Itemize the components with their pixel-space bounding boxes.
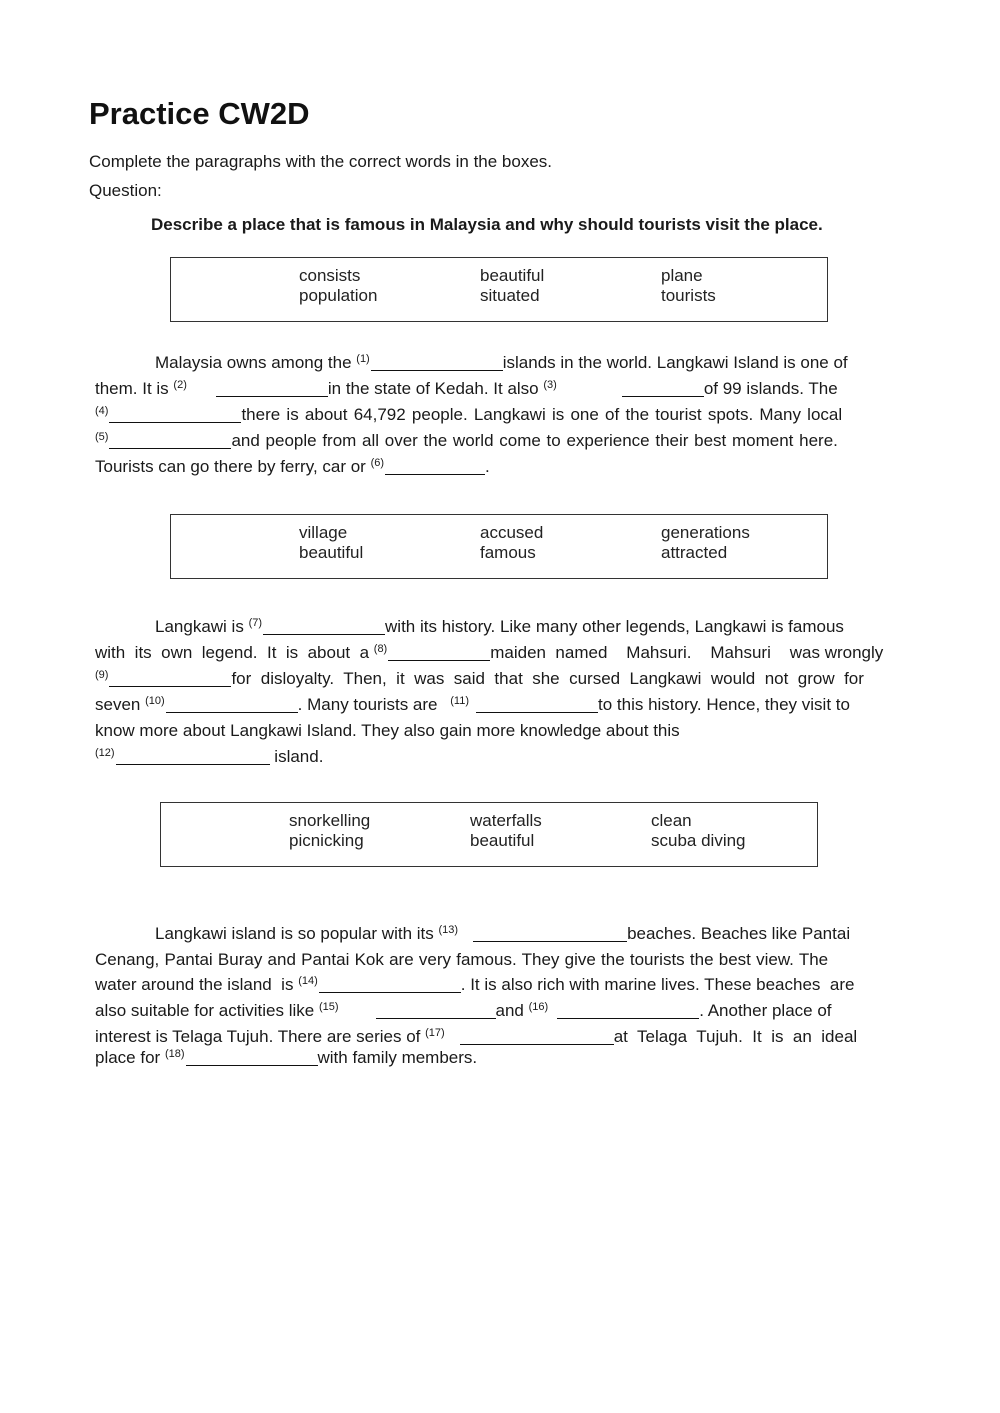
blank-8[interactable] (388, 643, 490, 661)
blank-number: (17) (425, 1027, 445, 1039)
word-option: clean (651, 811, 692, 830)
paragraph-3-line-1: Langkawi island is so popular with its $^{(13)}$ beaches. Beaches like Pantai (155, 924, 851, 943)
word-column (480, 266, 544, 306)
blank-11[interactable] (476, 695, 598, 713)
word-column (661, 266, 716, 306)
word-option: scuba diving (651, 831, 746, 850)
blank-13[interactable] (473, 924, 627, 942)
word-option: famous (480, 543, 536, 562)
paragraph-2-line-5: know more about Langkawi Island. They also gain more knowledge about this (95, 721, 680, 740)
paragraph-2-line-6: $^{(12)}$ island. (95, 747, 324, 766)
word-column (651, 811, 746, 851)
word-option: waterfalls (470, 811, 542, 830)
paragraph-2-line-4: seven $^{(10)}$ . Many tourists are $^{(11)}$ to this history. Hence, they visit to (95, 695, 850, 714)
page-title: Practice CW2D (89, 96, 310, 131)
word-option: plane (661, 266, 703, 285)
paragraph-3-line-2: Cenang, Pantai Buray and Pantai Kok are very famous. They give the tourists the best view. The (95, 950, 829, 969)
blank-number: (7) (248, 617, 263, 629)
paragraph-3-line-3: water around the island is $^{(14)}$ . It is also rich with marine lives. These beaches are (95, 975, 855, 994)
word-option: snorkelling (289, 811, 371, 830)
blank-number: (14) (298, 975, 318, 987)
blank-10[interactable] (166, 695, 298, 713)
word-column (299, 523, 363, 563)
blank-number: (4) (95, 405, 109, 417)
blank-number: (11) (450, 695, 469, 707)
word-column (299, 266, 377, 306)
blank-15[interactable] (376, 1001, 496, 1019)
word-option: population (299, 286, 378, 305)
blank-number: (10) (145, 695, 165, 707)
blank-3[interactable] (622, 379, 704, 397)
paragraph-1-line-4: $^{(5)}$ and people from all over the world come to experience their best moment here. (95, 431, 838, 450)
blank-4[interactable] (109, 405, 241, 423)
paragraph-2-line-1: Langkawi is $^{(7)}$ with its history. Like many other legends, Langkawi is famous (155, 617, 844, 636)
blank-6[interactable] (385, 457, 485, 475)
paragraph-2-line-2: with its own legend. It is about a $^{(8)}$ maiden named Mahsuri. Mahsuri was wrongly (95, 643, 884, 662)
blank-17[interactable] (460, 1027, 614, 1045)
blank-16[interactable] (557, 1001, 699, 1019)
blank-number: (15) (318, 1001, 339, 1013)
word-option: generations (661, 523, 750, 542)
blank-number: (12) (95, 747, 115, 759)
paragraph-3-line-6: place for $^{(18)}$ with family members. (95, 1048, 478, 1067)
blank-number: (16) (528, 1001, 549, 1013)
blank-9[interactable] (109, 669, 231, 687)
blank-number: (13) (438, 924, 459, 936)
blank-number: (8) (373, 643, 388, 655)
word-option: village (299, 523, 348, 542)
blank-number: (6) (370, 457, 385, 469)
word-option: accused (480, 523, 544, 542)
blank-2[interactable] (216, 379, 328, 397)
blank-1[interactable] (371, 353, 503, 371)
word-option: situated (480, 286, 540, 305)
paragraph-1-line-5: Tourists can go there by ferry, car or $^{(6)}$ . (95, 457, 490, 476)
blank-18[interactable] (186, 1048, 318, 1066)
word-column (480, 523, 543, 563)
word-column (289, 811, 370, 851)
word-box-2 (170, 514, 828, 579)
question-text: Describe a place that is famous in Malaysia and why should tourists visit the place. (151, 215, 823, 234)
paragraph-1-line-3: $^{(4)}$ there is about 64,792 people. Langkawi is one of the tourist spots. Many local (95, 405, 843, 424)
paragraph-3-line-5: interest is Telaga Tujuh. There are series of $^{(17)}$ at Telaga Tujuh. It is an ideal (95, 1027, 858, 1046)
word-option: beautiful (470, 831, 535, 850)
blank-number: (1) (356, 353, 370, 365)
blank-number: (2) (173, 379, 187, 391)
word-option: picnicking (289, 831, 364, 850)
blank-number: (9) (95, 669, 109, 681)
blank-number: (5) (95, 431, 109, 443)
word-column (470, 811, 542, 851)
word-option: beautiful (299, 543, 364, 562)
word-option: attracted (661, 543, 728, 562)
blank-14[interactable] (319, 975, 461, 993)
blank-number: (18) (164, 1048, 185, 1060)
paragraph-2-line-3: $^{(9)}$ for disloyalty. Then, it was said that she cursed Langkawi would not grow for (95, 669, 864, 688)
word-option: beautiful (480, 266, 545, 285)
paragraph-1-line-2: them. It is $^{(2)}$ in the state of Kedah. It also $^{(3)}$ of 99 islands. The (95, 379, 838, 398)
word-column (661, 523, 750, 563)
blank-7[interactable] (263, 617, 385, 635)
blank-number: (3) (543, 379, 557, 391)
paragraph-3-line-4: also suitable for activities like $^{(15)}$ and $^{(16)}$ . Another place of (95, 1001, 832, 1020)
question-label: Question: (89, 181, 162, 200)
paragraph-1-line-1: Malaysia owns among the $^{(1)}$ islands in the world. Langkawi Island is one of (155, 353, 848, 372)
blank-12[interactable] (116, 747, 270, 765)
instructions: Complete the paragraphs with the correct words in the boxes. (89, 152, 553, 171)
word-option: tourists (661, 286, 716, 305)
word-box-1 (170, 257, 828, 322)
blank-5[interactable] (109, 431, 231, 449)
word-option: consists (299, 266, 361, 285)
word-box-3 (160, 802, 818, 867)
